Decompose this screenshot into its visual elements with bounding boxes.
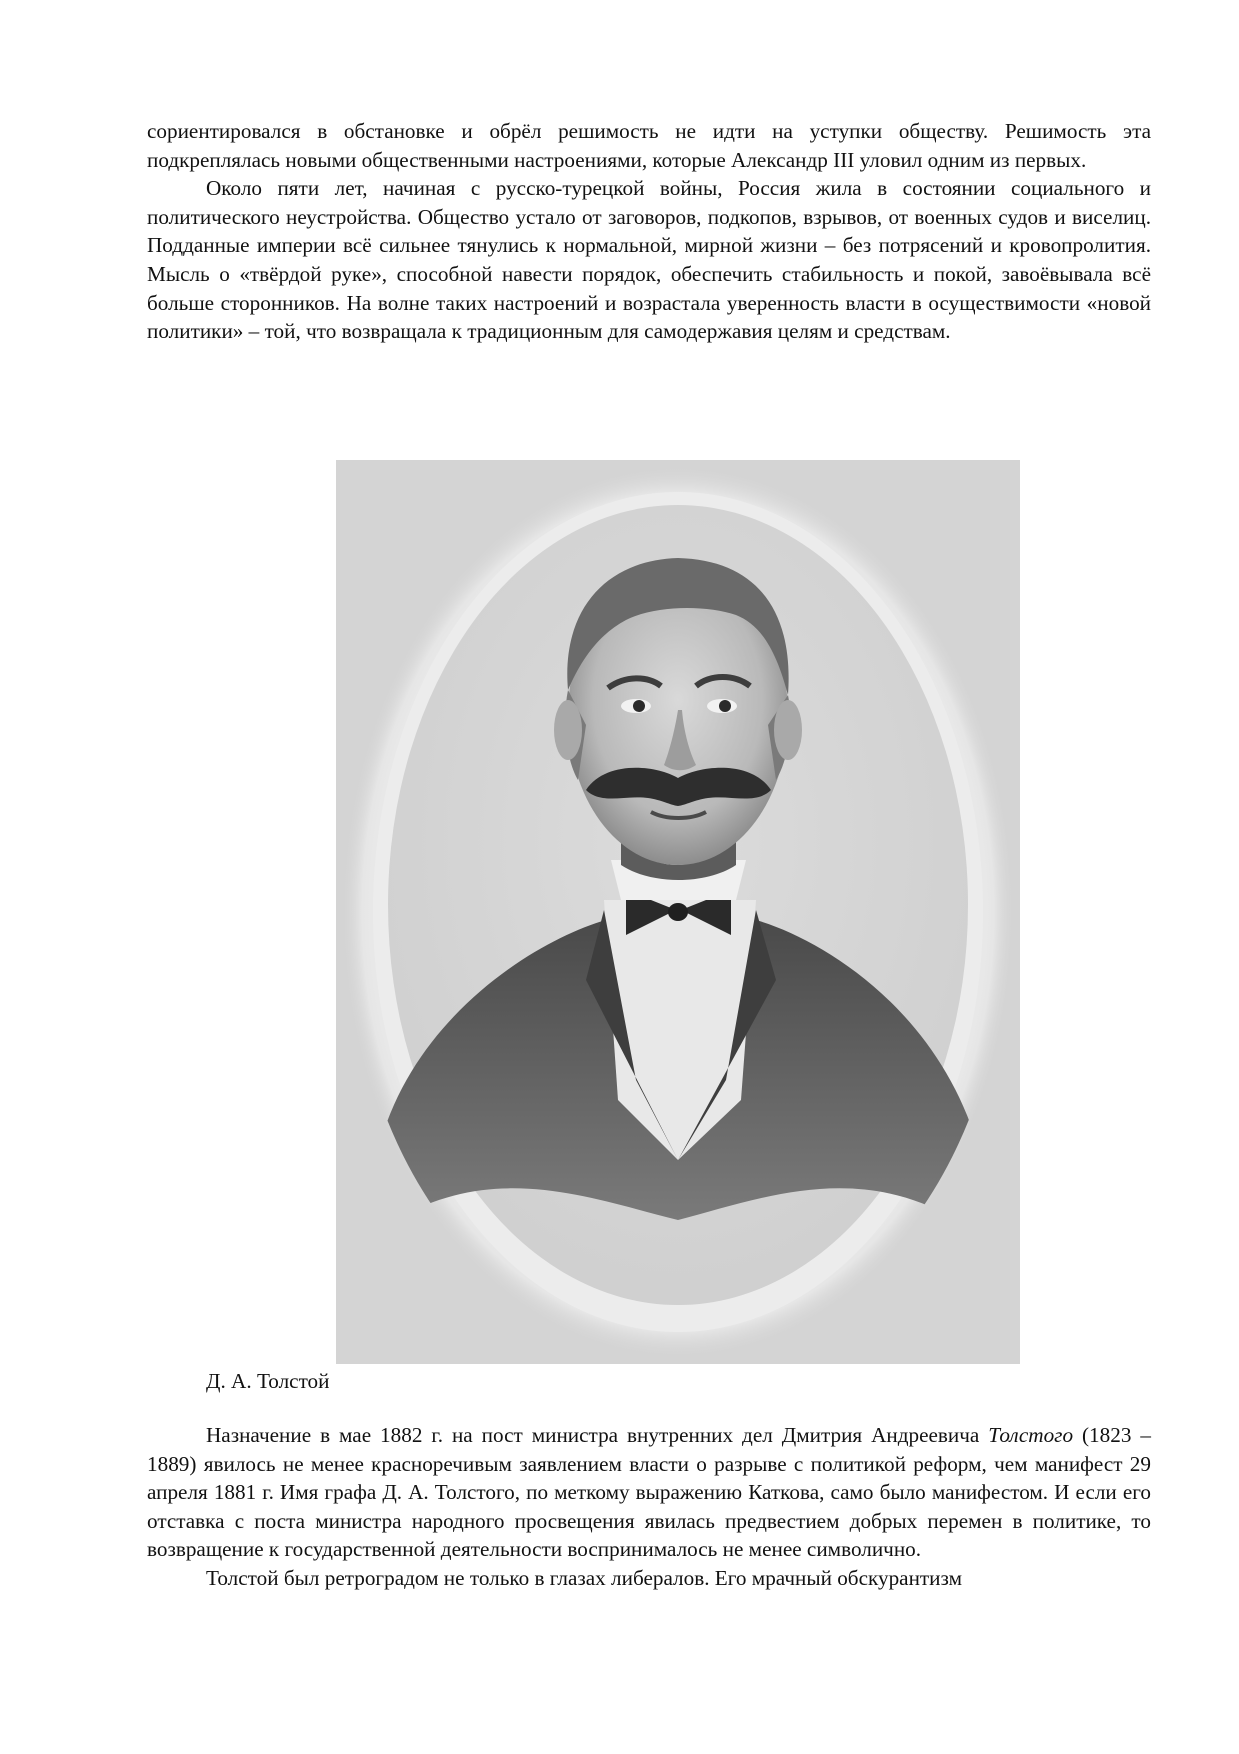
text-block-top (147, 117, 1151, 346)
paragraph-2: Около пяти лет, начиная с русско-турецкой войны, Россия жила в состоянии социального и политического неустройства. Общество устало от заговоров, подкопов, взрывов, от военных судов и виселиц. Подданные империи всё сильнее тянулись к нормальной, мирной жизни – без потрясений и кровопролития. Мысль о «твёрдой руке», способной навести порядок, обеспечить стабильность и покой, завоёвывала всё больше сторонников. На волне таких настроений и возрастала уверенность власти в осуществимости «новой политики» – той, что возвращала к традиционным для самодержавия целям и средствам. (147, 176, 1151, 344)
text-block-bottom (147, 1421, 1151, 1593)
figure-caption: Д. А. Толстой (206, 1369, 330, 1393)
portrait-photo (336, 460, 1020, 1364)
paragraph-3 (147, 1421, 1151, 1564)
portrait-image (336, 460, 1020, 1364)
paragraph-3-start: Назначение в мае 1882 г. на пост министра внутренних дел Дмитрия Андреевича (206, 1423, 989, 1447)
paragraph-1: сориентировался в обстановке и обрёл решимость не идти на уступки обществу. Решимость эта подкреплялась новыми общественными настроениями, которые Александр III уловил одним из первых. (147, 119, 1151, 172)
paragraph-4: Толстой был ретроградом не только в глазах либералов. Его мрачный обскурантизм (206, 1565, 962, 1590)
paragraph-3-italic-name: Толстого (988, 1423, 1074, 1447)
paragraph-3-end: (1823 – 1889) явилось не менее красноречивым заявлением власти о разрыве с политикой реформ, чем манифест 29 апреля 1881 г. Имя графа Д. А. Толстого, по меткому выражению Каткова, само было манифестом. И если его отставка с поста министра народного просвещения явилась предвестием добрых перемен в политике, то возвращение к государственной деятельности воспринималось не менее символично. (147, 1423, 1151, 1562)
